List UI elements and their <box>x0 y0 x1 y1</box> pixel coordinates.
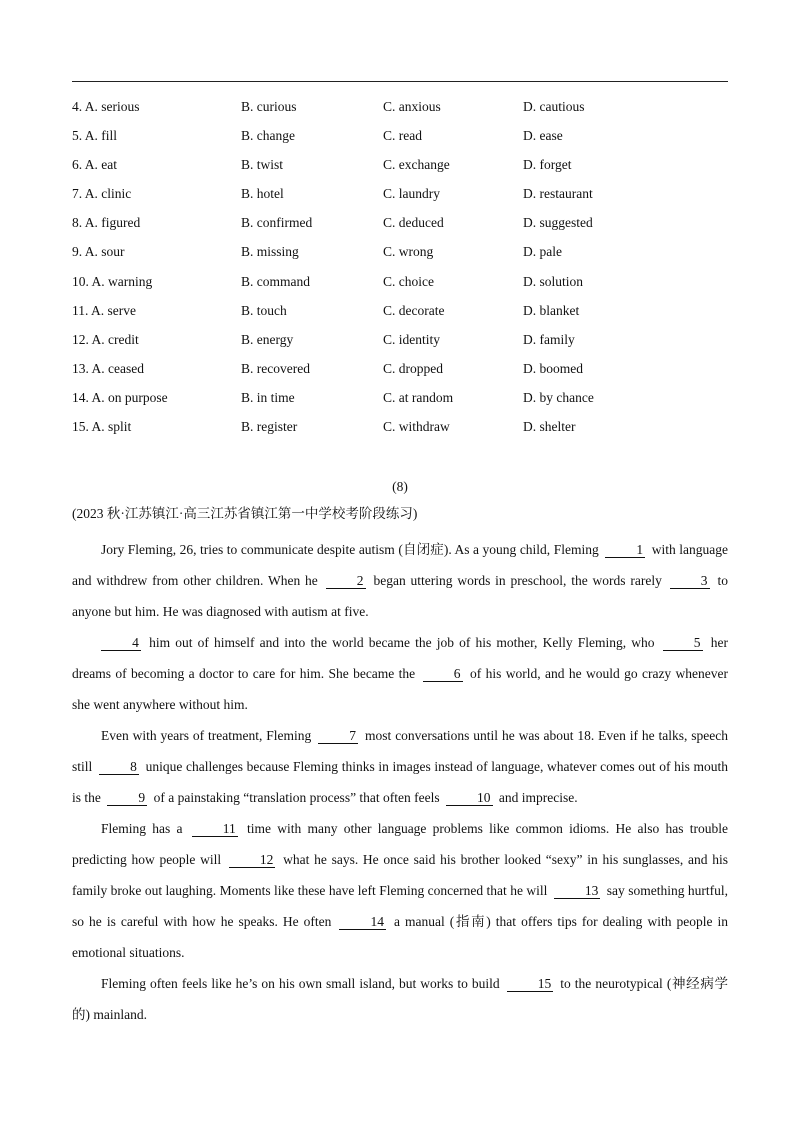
option-d: D. by chance <box>523 389 594 405</box>
option-a: A. clinic <box>84 186 132 202</box>
option-row <box>72 184 732 213</box>
blank-12: 12 <box>229 852 276 868</box>
option-c: C. anxious <box>383 99 441 114</box>
option-row <box>72 242 732 271</box>
paragraph-text: to anyone but him. He was diagnosed with autism at five. <box>72 573 729 619</box>
paragraph-text: time with many other language problems like common idioms. He also has trouble predicting how people will <box>72 821 728 867</box>
question-number: 11. <box>72 302 89 318</box>
blank-4: 4 <box>101 635 141 651</box>
section-number: (8) <box>392 479 408 494</box>
paragraph-text: Jory Fleming, 26, tries to communicate despite autism (自闭症). As a young child, Fleming <box>101 542 599 557</box>
option-a: A. split <box>91 419 132 435</box>
option-b: B. change <box>241 128 295 144</box>
option-b: B. recovered <box>241 360 310 376</box>
option-row <box>72 272 732 301</box>
blank-1: 1 <box>605 542 645 558</box>
option-a: A. figured <box>84 215 141 231</box>
paragraph-text: began uttering words in preschool, the words rarely <box>373 573 662 588</box>
paragraph-text: her dreams of becoming a doctor to care for him. She became the <box>72 635 728 681</box>
option-b: B. energy <box>241 331 294 347</box>
option-b: B. twist <box>241 157 284 173</box>
option-b: B. touch <box>241 302 287 318</box>
question-number: 5. <box>72 128 83 144</box>
paragraph-4 <box>72 813 728 968</box>
blank-6: 6 <box>423 666 463 682</box>
option-d: D. family <box>523 331 575 347</box>
blank-5: 5 <box>663 635 703 651</box>
paragraph-text: of his world, and he would go crazy whenever she went anywhere without him. <box>72 666 729 712</box>
paragraph-text: what he says. He once said his brother looked “sexy” in his sunglasses, and his family broke out laughing. Moments like these have left Fleming concerned that he will <box>72 852 729 898</box>
paragraph-text: most conversations until he was about 18. Even if he talks, speech still <box>72 728 728 774</box>
option-row <box>72 97 732 126</box>
paragraph-text: him out of himself and into the world became the job of his mother, Kelly Fleming, who <box>149 635 655 650</box>
option-b: B. curious <box>241 99 297 114</box>
option-row <box>72 330 732 359</box>
paragraph-text: say something hurtful, so he is careful with how he speaks. He often <box>72 883 728 929</box>
blank-11: 11 <box>192 821 238 837</box>
blank-15: 15 <box>507 976 554 992</box>
blank-10: 10 <box>446 790 493 806</box>
question-number: 8. <box>72 215 83 231</box>
question-number: 6. <box>72 157 83 173</box>
paragraph-text: to the neurotypical (神经病学的) mainland. <box>72 976 729 1022</box>
option-d: D. pale <box>523 244 562 260</box>
paragraph-text: Fleming has a <box>101 821 183 836</box>
paragraph-text: with language and withdrew from other children. When he <box>72 542 728 588</box>
option-a: A. warning <box>91 273 153 289</box>
option-c: C. choice <box>383 273 434 289</box>
cloze-passage <box>72 534 728 1030</box>
option-c: C. exchange <box>383 157 450 173</box>
blank-2: 2 <box>326 573 366 589</box>
top-divider <box>72 81 728 82</box>
paragraph-5 <box>72 968 728 1030</box>
option-a: A. serious <box>84 99 140 114</box>
option-a: A. serve <box>91 302 136 318</box>
option-d: D. boomed <box>523 360 583 376</box>
option-row <box>72 155 732 184</box>
blank-3: 3 <box>670 573 710 589</box>
blank-14: 14 <box>339 914 386 930</box>
option-a: A. credit <box>91 331 139 347</box>
question-number: 10. <box>72 273 89 289</box>
option-d: D. restaurant <box>523 186 593 202</box>
option-c: C. dropped <box>383 360 443 376</box>
option-b: B. hotel <box>241 186 284 202</box>
answer-options-table <box>72 97 732 446</box>
option-c: C. withdraw <box>383 419 450 435</box>
option-b: B. missing <box>241 244 299 260</box>
option-d: D. forget <box>523 157 572 173</box>
option-b: B. confirmed <box>241 215 313 231</box>
option-c: C. wrong <box>383 244 434 260</box>
paragraph-text: a manual (指南) that offers tips for dealing with people in emotional situations. <box>72 914 729 960</box>
option-d: D. solution <box>523 273 584 289</box>
option-c: C. deduced <box>383 215 444 231</box>
option-c: C. laundry <box>383 186 440 202</box>
option-c: C. at random <box>383 389 454 405</box>
paragraph-text: of a painstaking “translation process” that often feels <box>153 790 440 805</box>
source-note: (2023 秋·江苏镇江·高三江苏省镇江第一中学校考阶段练习) <box>72 506 418 521</box>
option-d: D. suggested <box>523 215 593 231</box>
option-row <box>72 388 732 417</box>
option-row <box>72 213 732 242</box>
option-b: B. command <box>241 273 310 289</box>
option-b: B. register <box>241 419 298 435</box>
blank-9: 9 <box>107 790 147 806</box>
option-d: D. blanket <box>523 302 580 318</box>
option-b: B. in time <box>241 389 295 405</box>
blank-8: 8 <box>99 759 139 775</box>
option-a: A. ceased <box>91 360 144 376</box>
question-number: 7. <box>72 186 83 202</box>
question-number: 12. <box>72 331 89 347</box>
option-row <box>72 126 732 155</box>
question-number: 4. <box>72 99 83 114</box>
option-c: C. read <box>383 128 422 144</box>
blank-13: 13 <box>554 883 601 899</box>
option-d: D. ease <box>523 128 563 144</box>
paragraph-2 <box>72 627 728 720</box>
paragraph-text: and imprecise. <box>498 790 578 805</box>
paragraph-text: Fleming often feels like he’s on his own small island, but works to build <box>101 976 500 991</box>
paragraph-text: Even with years of treatment, Fleming <box>101 728 312 743</box>
paragraph-1 <box>72 534 728 627</box>
option-d: D. shelter <box>523 419 576 435</box>
question-number: 13. <box>72 360 89 376</box>
question-number: 15. <box>72 419 89 435</box>
paragraph-3 <box>72 720 728 813</box>
option-row <box>72 359 732 388</box>
question-number: 14. <box>72 389 89 405</box>
option-a: A. on purpose <box>91 389 168 405</box>
paragraph-text: unique challenges because Fleming thinks in images instead of language, whatever comes out of his mouth is the <box>72 759 729 805</box>
option-row <box>72 301 732 330</box>
option-c: C. identity <box>383 331 440 347</box>
option-c: C. decorate <box>383 302 445 318</box>
option-a: A. eat <box>84 157 117 173</box>
option-d: D. cautious <box>523 99 585 114</box>
blank-7: 7 <box>318 728 358 744</box>
option-row <box>72 417 732 446</box>
option-a: A. fill <box>84 128 118 144</box>
question-number: 9. <box>72 244 83 260</box>
option-a: A. sour <box>84 244 125 260</box>
